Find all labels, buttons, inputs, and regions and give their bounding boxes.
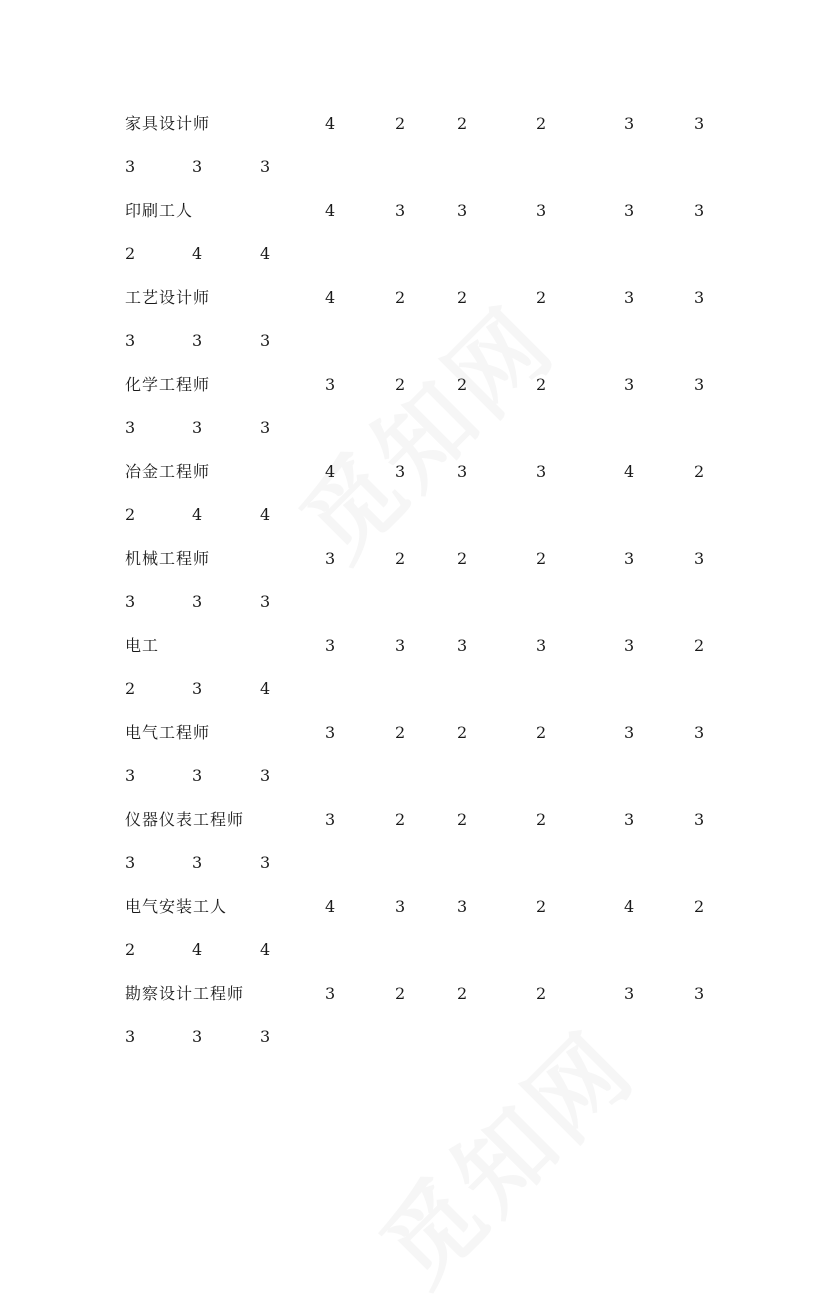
score: 4	[260, 679, 271, 698]
score: 3	[325, 375, 336, 394]
score: 3	[624, 549, 635, 568]
score: 2	[457, 810, 468, 829]
score: 2	[395, 114, 406, 133]
score: 3	[325, 636, 336, 655]
score: 3	[192, 331, 203, 350]
score: 3	[457, 201, 468, 220]
score: 2	[395, 723, 406, 742]
score: 4	[624, 897, 635, 916]
score: 3	[260, 592, 271, 611]
score: 4	[325, 201, 336, 220]
score: 2	[395, 984, 406, 1003]
score: 4	[325, 462, 336, 481]
table-row-continuation	[0, 416, 830, 440]
score: 2	[125, 244, 136, 263]
score: 3	[624, 810, 635, 829]
table-row	[0, 982, 830, 1006]
score: 3	[325, 810, 336, 829]
score: 3	[260, 331, 271, 350]
score: 2	[536, 549, 547, 568]
score: 3	[125, 766, 136, 785]
score: 3	[260, 853, 271, 872]
score: 3	[260, 418, 271, 437]
score: 2	[536, 375, 547, 394]
occupation-name: 家具设计师	[125, 114, 211, 133]
table-row	[0, 199, 830, 223]
occupation-name: 电工	[125, 636, 160, 655]
score: 3	[192, 1027, 203, 1046]
score: 2	[694, 897, 705, 916]
score: 2	[536, 114, 547, 133]
score: 2	[125, 940, 136, 959]
score: 3	[125, 331, 136, 350]
table-row	[0, 373, 830, 397]
score: 2	[395, 549, 406, 568]
score: 3	[192, 853, 203, 872]
table-row	[0, 460, 830, 484]
score: 2	[536, 984, 547, 1003]
score: 3	[192, 766, 203, 785]
occupation-name: 化学工程师	[125, 375, 211, 394]
table-row-continuation	[0, 938, 830, 962]
score: 3	[457, 636, 468, 655]
score: 3	[457, 897, 468, 916]
score: 2	[457, 984, 468, 1003]
score: 2	[536, 288, 547, 307]
score: 3	[260, 766, 271, 785]
score: 3	[260, 1027, 271, 1046]
score: 4	[325, 897, 336, 916]
score: 3	[624, 723, 635, 742]
score: 3	[395, 897, 406, 916]
table-row-continuation	[0, 677, 830, 701]
table-row	[0, 721, 830, 745]
score: 3	[694, 201, 705, 220]
score: 3	[395, 462, 406, 481]
score: 3	[624, 636, 635, 655]
score: 2	[457, 114, 468, 133]
score: 3	[125, 592, 136, 611]
score: 2	[536, 810, 547, 829]
score: 3	[260, 157, 271, 176]
score: 3	[192, 592, 203, 611]
score: 4	[325, 114, 336, 133]
table-row-continuation	[0, 155, 830, 179]
score: 3	[125, 1027, 136, 1046]
score: 3	[536, 462, 547, 481]
occupation-name: 勘察设计工程师	[125, 984, 245, 1003]
score: 3	[325, 984, 336, 1003]
score: 3	[192, 157, 203, 176]
score: 3	[694, 549, 705, 568]
score: 2	[694, 636, 705, 655]
table-row-continuation	[0, 851, 830, 875]
occupation-name: 印刷工人	[125, 201, 194, 220]
score: 3	[694, 723, 705, 742]
occupation-name: 冶金工程师	[125, 462, 211, 481]
score: 2	[457, 375, 468, 394]
score: 2	[536, 897, 547, 916]
table-row-continuation	[0, 503, 830, 527]
score: 3	[624, 375, 635, 394]
score: 3	[325, 723, 336, 742]
score: 4	[260, 505, 271, 524]
score: 4	[192, 505, 203, 524]
occupation-name: 工艺设计师	[125, 288, 211, 307]
table-row	[0, 634, 830, 658]
occupation-name: 电气工程师	[125, 723, 211, 742]
score: 4	[192, 244, 203, 263]
table-row-continuation	[0, 1025, 830, 1049]
score: 3	[125, 157, 136, 176]
score: 4	[260, 244, 271, 263]
table-row	[0, 286, 830, 310]
score: 2	[125, 679, 136, 698]
occupation-name: 机械工程师	[125, 549, 211, 568]
score: 3	[694, 114, 705, 133]
score: 2	[125, 505, 136, 524]
score: 3	[694, 375, 705, 394]
score: 3	[325, 549, 336, 568]
score: 3	[125, 418, 136, 437]
score: 4	[260, 940, 271, 959]
table-row-continuation	[0, 242, 830, 266]
table-row	[0, 547, 830, 571]
score: 3	[624, 288, 635, 307]
score: 2	[395, 810, 406, 829]
score: 3	[395, 201, 406, 220]
score: 4	[325, 288, 336, 307]
table-row-continuation	[0, 329, 830, 353]
score: 3	[536, 201, 547, 220]
score: 3	[624, 984, 635, 1003]
table-row	[0, 808, 830, 832]
table-row-continuation	[0, 764, 830, 788]
score: 3	[536, 636, 547, 655]
score: 3	[192, 679, 203, 698]
score: 4	[192, 940, 203, 959]
score: 3	[395, 636, 406, 655]
score: 2	[395, 375, 406, 394]
score: 3	[694, 810, 705, 829]
score: 2	[536, 723, 547, 742]
score: 4	[624, 462, 635, 481]
occupation-name: 电气安装工人	[125, 897, 228, 916]
score: 3	[457, 462, 468, 481]
score: 2	[457, 288, 468, 307]
score: 3	[192, 418, 203, 437]
score: 3	[624, 114, 635, 133]
score: 3	[694, 288, 705, 307]
score: 3	[624, 201, 635, 220]
score: 3	[125, 853, 136, 872]
score: 2	[694, 462, 705, 481]
score: 2	[457, 723, 468, 742]
table-row	[0, 112, 830, 136]
table-row	[0, 895, 830, 919]
table-row-continuation	[0, 590, 830, 614]
score: 3	[694, 984, 705, 1003]
score: 2	[395, 288, 406, 307]
occupation-name: 仪器仪表工程师	[125, 810, 245, 829]
score: 2	[457, 549, 468, 568]
